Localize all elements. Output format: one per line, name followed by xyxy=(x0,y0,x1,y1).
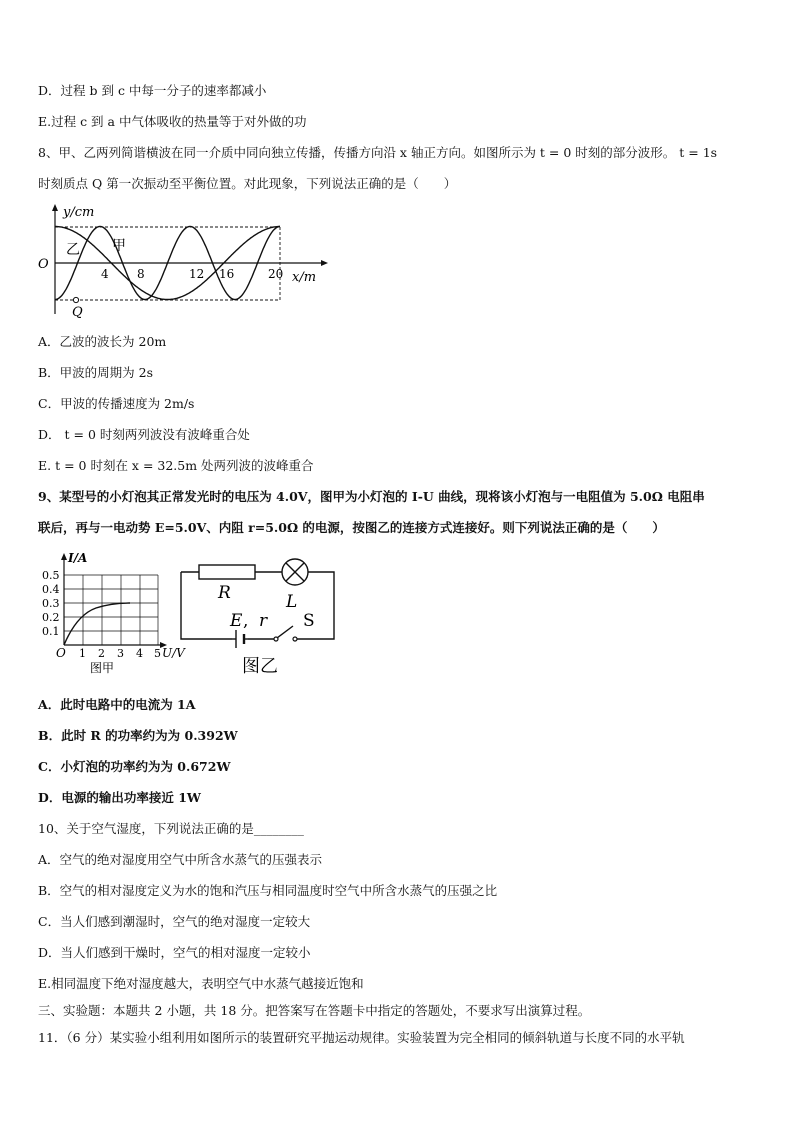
circuit-label-l: L xyxy=(286,592,298,612)
q9-option-d: D．电源的输出功率接近 1W xyxy=(38,790,201,805)
q8-y-label: y/cm xyxy=(63,205,95,220)
q8-option-d: D． t = 0 时刻两列波没有波峰重合处 xyxy=(38,427,250,442)
q9-option-b: B．此时 R 的功率约为为 0.392W xyxy=(38,728,238,743)
q9-y-axis-arrow xyxy=(61,553,67,560)
q10-option-a: A．空气的绝对湿度用空气中所含水蒸气的压强表示 xyxy=(38,852,323,867)
circuit-label-e: E xyxy=(230,611,243,631)
q9-ytick-03: 0.3 xyxy=(42,597,60,610)
q8-tick-12: 12 xyxy=(189,267,205,281)
q8-label-q: Q xyxy=(72,305,83,320)
q9-xtick-3: 3 xyxy=(117,647,124,660)
q11-stem: 11．（6 分）某实验小组利用如图所示的装置研究平抛运动规律。实验装置为完全相同的倾斜轨道与长度不同的水平轨 xyxy=(38,1030,685,1045)
circuit-switch-contact xyxy=(293,637,297,641)
q7-option-d: D．过程 b 到 c 中每一分子的速率都减小 xyxy=(38,83,267,98)
q8-wave-figure xyxy=(36,202,336,324)
circuit-switch-blade xyxy=(277,626,293,638)
q7-option-e: E.过程 c 到 a 中气体吸收的热量等于对外做的功 xyxy=(38,114,307,129)
q8-stem-line2: 时刻质点 Q 第一次振动至平衡位置。对此现象，下列说法正确的是（ ） xyxy=(38,176,457,191)
q10-option-b: B．空气的相对湿度定义为水的饱和汽压与相同温度时空气中所含水蒸气的压强之比 xyxy=(38,883,498,898)
q8-origin: O xyxy=(38,257,49,272)
circuit-label-r-internal: r xyxy=(259,611,268,631)
q9-iu-curve xyxy=(64,603,130,645)
q8-option-b: B．甲波的周期为 2s xyxy=(38,365,154,380)
q8-point-q xyxy=(73,297,78,302)
q8-tick-20: 20 xyxy=(268,267,284,281)
q9-option-a: A．此时电路中的电流为 1A xyxy=(38,697,196,712)
q8-label-yi: 乙 xyxy=(66,242,80,258)
circuit-label-comma: , xyxy=(243,611,249,631)
q9-option-c: C．小灯泡的功率约为为 0.672W xyxy=(38,759,231,774)
q8-option-c: C．甲波的传播速度为 2m/s xyxy=(38,396,195,411)
q8-y-axis-arrow xyxy=(52,204,58,211)
q9-xtick-1: 1 xyxy=(79,647,86,660)
q9-x-label: U/V xyxy=(162,646,185,660)
circuit-caption: 图乙 xyxy=(242,656,278,677)
q9-circuit-diagram xyxy=(176,556,342,684)
q9-stem-line2: 联后，再与一电动势 E=5.0V、内阻 r=5.0Ω 的电源，按图乙的连接方式连接好。则下列说法正确的是（ ） xyxy=(38,520,665,535)
q8-stem-line1: 8、甲、乙两列简谐横波在同一介质中同向独立传播，传播方向沿 x 轴正方向。如图所示为 t = 0 时刻的部分波形。 t = 1s xyxy=(38,145,718,160)
q8-tick-8: 8 xyxy=(137,267,145,281)
circuit-label-r: R xyxy=(218,583,231,603)
q9-xtick-5: 5 xyxy=(154,647,161,660)
q9-ytick-05: 0.5 xyxy=(42,569,60,582)
q9-ytick-02: 0.2 xyxy=(42,611,60,624)
q8-x-label: x/m xyxy=(292,270,317,285)
q8-option-a: A．乙波的波长为 20m xyxy=(38,334,167,349)
q10-stem: 10、关于空气湿度，下列说法正确的是________ xyxy=(38,821,304,836)
q8-tick-4: 4 xyxy=(101,267,109,281)
q8-option-e: E. t = 0 时刻在 x = 32.5m 处两列波的波峰重合 xyxy=(38,458,314,473)
q10-option-e: E.相同温度下绝对湿度越大，表明空气中水蒸气越接近饱和 xyxy=(38,976,364,991)
q9-xtick-4: 4 xyxy=(136,647,143,660)
q9-stem-line1: 9、某型号的小灯泡其正常发光时的电压为 4.0V，图甲为小灯泡的 I-U 曲线，现将该小灯泡与一电阻值为 5.0Ω 电阻串 xyxy=(38,489,705,504)
circuit-resistor-r xyxy=(199,565,255,579)
q8-label-jia: 甲 xyxy=(112,238,126,254)
q8-tick-16: 16 xyxy=(219,267,235,281)
q9-y-label: I/A xyxy=(68,551,88,565)
q10-option-d: D．当人们感到干燥时，空气的相对湿度一定较小 xyxy=(38,945,311,960)
q8-x-axis-arrow xyxy=(321,260,328,266)
q9-xtick-2: 2 xyxy=(98,647,105,660)
q9-origin: O xyxy=(56,646,66,660)
q9-ytick-04: 0.4 xyxy=(42,583,60,596)
q9-graph-caption: 图甲 xyxy=(90,661,115,675)
q9-iu-graph xyxy=(38,548,185,682)
circuit-label-s: S xyxy=(303,611,315,631)
q10-option-c: C．当人们感到潮湿时，空气的绝对湿度一定较大 xyxy=(38,914,311,929)
q9-ytick-01: 0.1 xyxy=(42,625,60,638)
section-3-heading: 三、实验题：本题共 2 小题，共 18 分。把答案写在答题卡中指定的答题处，不要求写出演算过程。 xyxy=(38,1003,591,1018)
